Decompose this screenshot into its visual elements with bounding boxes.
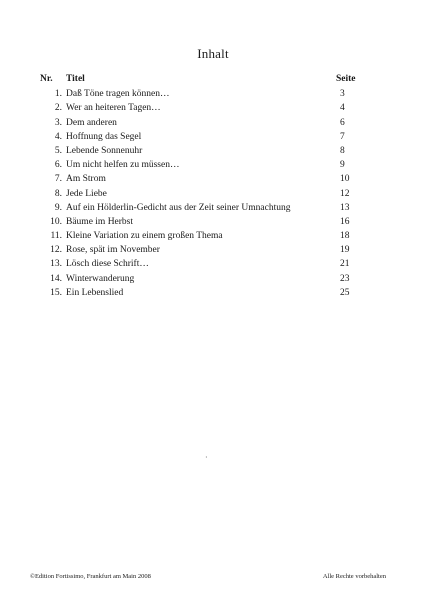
- entry-page: 18: [340, 231, 350, 242]
- entry-number: 6.: [54, 160, 62, 171]
- header-page: Seite: [336, 74, 356, 84]
- entry-number: 5.: [54, 145, 62, 156]
- toc-entry: [40, 257, 366, 271]
- toc-entry: [40, 116, 366, 130]
- header-nr: Nr.: [40, 74, 53, 84]
- entry-number: 11.: [50, 231, 62, 242]
- entry-title: Wer an heiteren Tagen…: [66, 103, 161, 114]
- entry-number: 2.: [54, 103, 62, 114]
- toc-entry: [40, 243, 366, 257]
- toc-entry: [40, 215, 366, 229]
- entry-number: 9.: [54, 202, 62, 213]
- entry-number: 8.: [54, 188, 62, 199]
- page-title: Inhalt: [197, 46, 229, 61]
- entry-page: 9: [340, 160, 345, 171]
- entry-title: Rose, spät im November: [66, 245, 160, 256]
- entry-page: 16: [340, 216, 350, 227]
- entry-number: 7.: [54, 174, 62, 185]
- entry-title: Hoffnung das Segel: [66, 131, 142, 142]
- toc-entry: [40, 172, 366, 186]
- entry-page: 8: [340, 145, 345, 156]
- entry-number: 10.: [50, 216, 62, 227]
- toc-entry: [40, 158, 366, 172]
- toc-entry: [40, 229, 366, 243]
- header-title: Titel: [66, 74, 85, 84]
- entry-page: 23: [340, 273, 350, 284]
- toc-header: [40, 72, 366, 86]
- entry-title: Lebende Sonnenuhr: [66, 145, 143, 156]
- entry-number: 15.: [50, 287, 62, 298]
- entry-title: Lösch diese Schrift…: [66, 259, 149, 270]
- entry-title: Daß Töne tragen können…: [66, 89, 170, 100]
- center-mark: ·: [205, 453, 208, 462]
- entry-title: Jede Liebe: [66, 188, 107, 199]
- entry-title: Bäume im Herbst: [66, 216, 134, 227]
- entry-page: 25: [340, 287, 350, 298]
- entry-number: 13.: [50, 259, 62, 270]
- entry-number: 12.: [50, 245, 62, 256]
- entry-page: 21: [340, 259, 350, 270]
- entry-title: Dem anderen: [66, 117, 117, 128]
- entry-title: Kleine Variation zu einem großen Thema: [66, 231, 223, 242]
- toc-entry: [40, 87, 366, 101]
- entry-page: 19: [340, 245, 350, 256]
- toc-entry: [40, 101, 366, 115]
- toc-entry: [40, 286, 366, 300]
- toc-entry: [40, 187, 366, 201]
- entry-title: Um nicht helfen zu müssen…: [66, 160, 180, 171]
- entry-number: 1.: [54, 89, 62, 100]
- entry-number: 4.: [54, 131, 62, 142]
- toc-entry: [40, 130, 366, 144]
- toc-entry: [40, 144, 366, 158]
- entry-title: Auf ein Hölderlin-Gedicht aus der Zeit seiner Umnachtung: [66, 202, 291, 213]
- toc-entry: [40, 272, 366, 286]
- entry-title: Winterwanderung: [66, 273, 135, 284]
- toc-entry: [40, 201, 366, 215]
- entry-page: 6: [340, 117, 345, 128]
- entry-page: 3: [340, 89, 345, 100]
- entry-title: Ein Lebenslied: [66, 287, 124, 298]
- entry-page: 10: [340, 174, 350, 185]
- entry-page: 4: [340, 103, 345, 114]
- rights-reserved-note: Alle Rechte vorbehalten: [322, 573, 386, 580]
- entry-page: 13: [340, 202, 350, 213]
- entry-title: Am Strom: [66, 174, 106, 185]
- entry-page: 12: [340, 188, 350, 199]
- entry-page: 7: [340, 131, 345, 142]
- entry-number: 3.: [54, 117, 62, 128]
- entry-number: 14.: [50, 273, 62, 284]
- table-of-contents: [40, 72, 366, 300]
- copyright-note: ©Edition Fortissimo, Frankfurt am Main 2008: [30, 573, 151, 580]
